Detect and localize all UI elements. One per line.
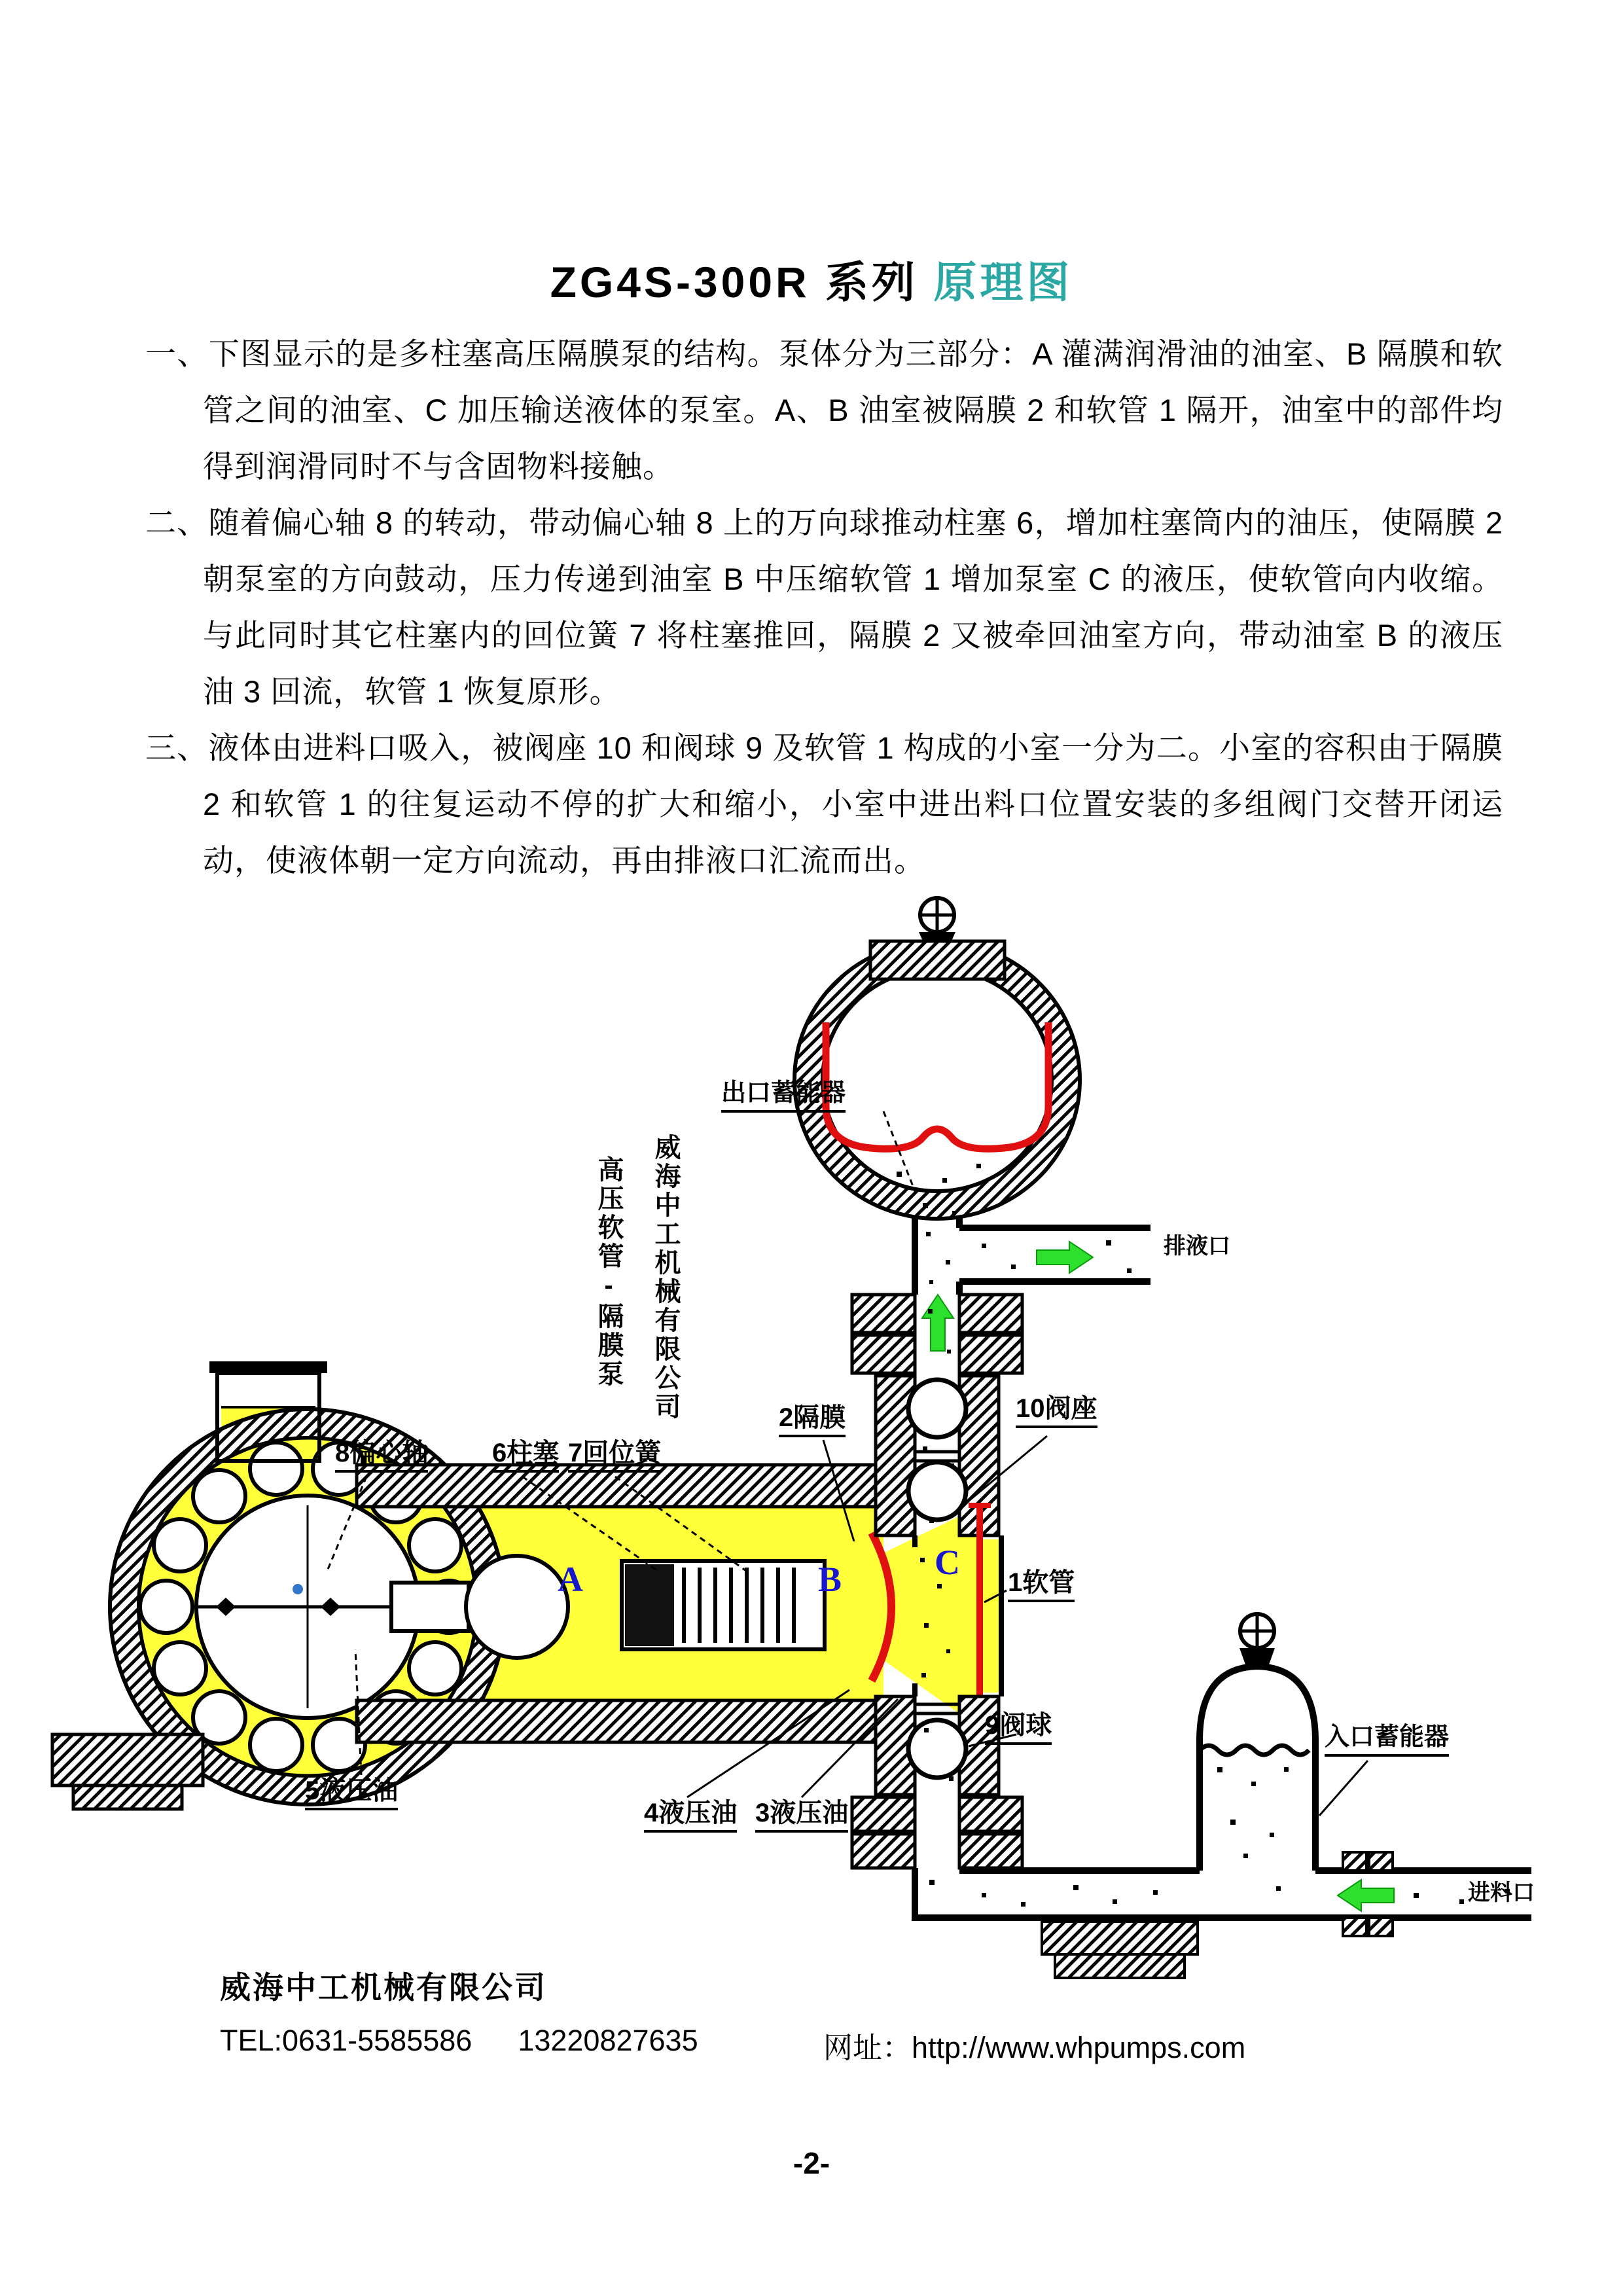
valve-ball-lower <box>908 1462 966 1520</box>
chamber-a-letter: A <box>558 1560 583 1599</box>
side-company-text: 威海中工机械有限公司 <box>651 1134 680 1422</box>
up-arrow <box>922 1295 954 1351</box>
paragraph-1-number: 一、 <box>145 336 209 371</box>
universal-ball <box>466 1556 568 1658</box>
label-inlet-accumulator: 入口蓄能器 <box>1325 1724 1449 1757</box>
label-part8-eccentric-shaft: 8偏心轴 <box>335 1439 428 1473</box>
title-suffix: 原理图 <box>933 258 1073 306</box>
valve-ball-bottom <box>908 1720 966 1778</box>
paragraph-2-text: 随着偏心轴 8 的转动，带动偏心轴 8 上的万向球推动柱塞 6，增加柱塞筒内的油压，使隔膜 2 朝泵室的方向鼓动，压力传递到油室 B 中压缩软管 1 增加泵室 C 的液压，使软管向内收缩。与此同时其它柱塞内的回位簧 7 将柱塞推回，隔膜 2 又被牵回油室方向，带动油室 B 的液压油 3 回流，软管 1 恢复原形。 <box>203 505 1504 709</box>
label-feed-port: 进料口 <box>1468 1880 1535 1905</box>
label-part6-plunger: 6柱塞 <box>492 1439 559 1473</box>
label-part5-hydraulic-oil: 5液压油 <box>305 1776 398 1810</box>
discharge-arrow <box>1037 1242 1093 1273</box>
lower-flanges <box>852 1797 1022 1868</box>
label-part4-hydraulic-oil: 4液压油 <box>644 1799 737 1833</box>
chamber-c-letter: C <box>935 1543 960 1582</box>
discharge-column <box>915 1216 1150 1295</box>
footer-mobile: 13220827635 <box>518 2024 698 2057</box>
side-product-text: 高压软管-隔膜泵 <box>594 1156 623 1389</box>
accumulator-bladder <box>826 1022 1048 1149</box>
footer-url: http://www.whpumps.com <box>912 2031 1246 2064</box>
valve-ball-upper <box>908 1380 966 1437</box>
outlet-accumulator <box>794 898 1080 1219</box>
label-part1-hose: 1软管 <box>1008 1568 1075 1602</box>
page-number: -2- <box>793 2146 830 2180</box>
paragraph-2-number: 二、 <box>145 505 209 540</box>
plunger <box>625 1564 674 1646</box>
footer-phone-line <box>220 2024 698 2058</box>
footer-tel: TEL:0631-5585586 <box>220 2024 473 2057</box>
label-outlet-accumulator: 出口蓄能器 <box>721 1080 846 1113</box>
footer-web-line <box>823 2024 1245 2066</box>
chamber-b-letter: B <box>818 1560 842 1599</box>
label-part3-hydraulic-oil: 3液压油 <box>755 1799 848 1833</box>
label-part2-diaphragm: 2隔膜 <box>779 1403 846 1437</box>
label-part10-valve-seat: 10阀座 <box>1016 1394 1097 1428</box>
suction-pipe <box>915 1868 1531 1918</box>
footer-web-label: 网址： <box>823 2031 912 2064</box>
lower-valve <box>876 1696 999 1795</box>
feed-arrow <box>1338 1880 1394 1911</box>
inlet-accumulator <box>1200 1614 1315 1871</box>
footer-company: 威海中工机械有限公司 <box>220 1970 547 2005</box>
label-discharge-port: 排液口 <box>1164 1234 1230 1259</box>
label-part9-valve-ball: 9阀球 <box>985 1711 1052 1745</box>
paragraph-3-text: 液体由进料口吸入，被阀座 10 和阀球 9 及软管 1 构成的小室一分为二。小室的容积由于隔膜 2 和软管 1 的往复运动不停的扩大和缩小，小室中进出料口位置安装的多组阀门交替开闭运动，使液体朝一定方向流动，再由排液口汇流而出。 <box>203 730 1504 878</box>
title-model: ZG4S-300R 系列 <box>550 258 919 306</box>
eccentric-mark <box>293 1584 303 1594</box>
paragraph-3-number: 三、 <box>145 730 209 765</box>
paragraph-1-text: 下图显示的是多柱塞高压隔膜泵的结构。泵体分为三部分：A 灌满润滑油的油室、B 隔膜和软管之间的油室、C 加压输送液体的泵室。A、B 油室被隔膜 2 和软管 1 隔开，油室中的部件均得到润滑同时不与含固物料接触。 <box>203 336 1504 484</box>
label-part7-return-spring: 7回位簧 <box>568 1439 661 1473</box>
